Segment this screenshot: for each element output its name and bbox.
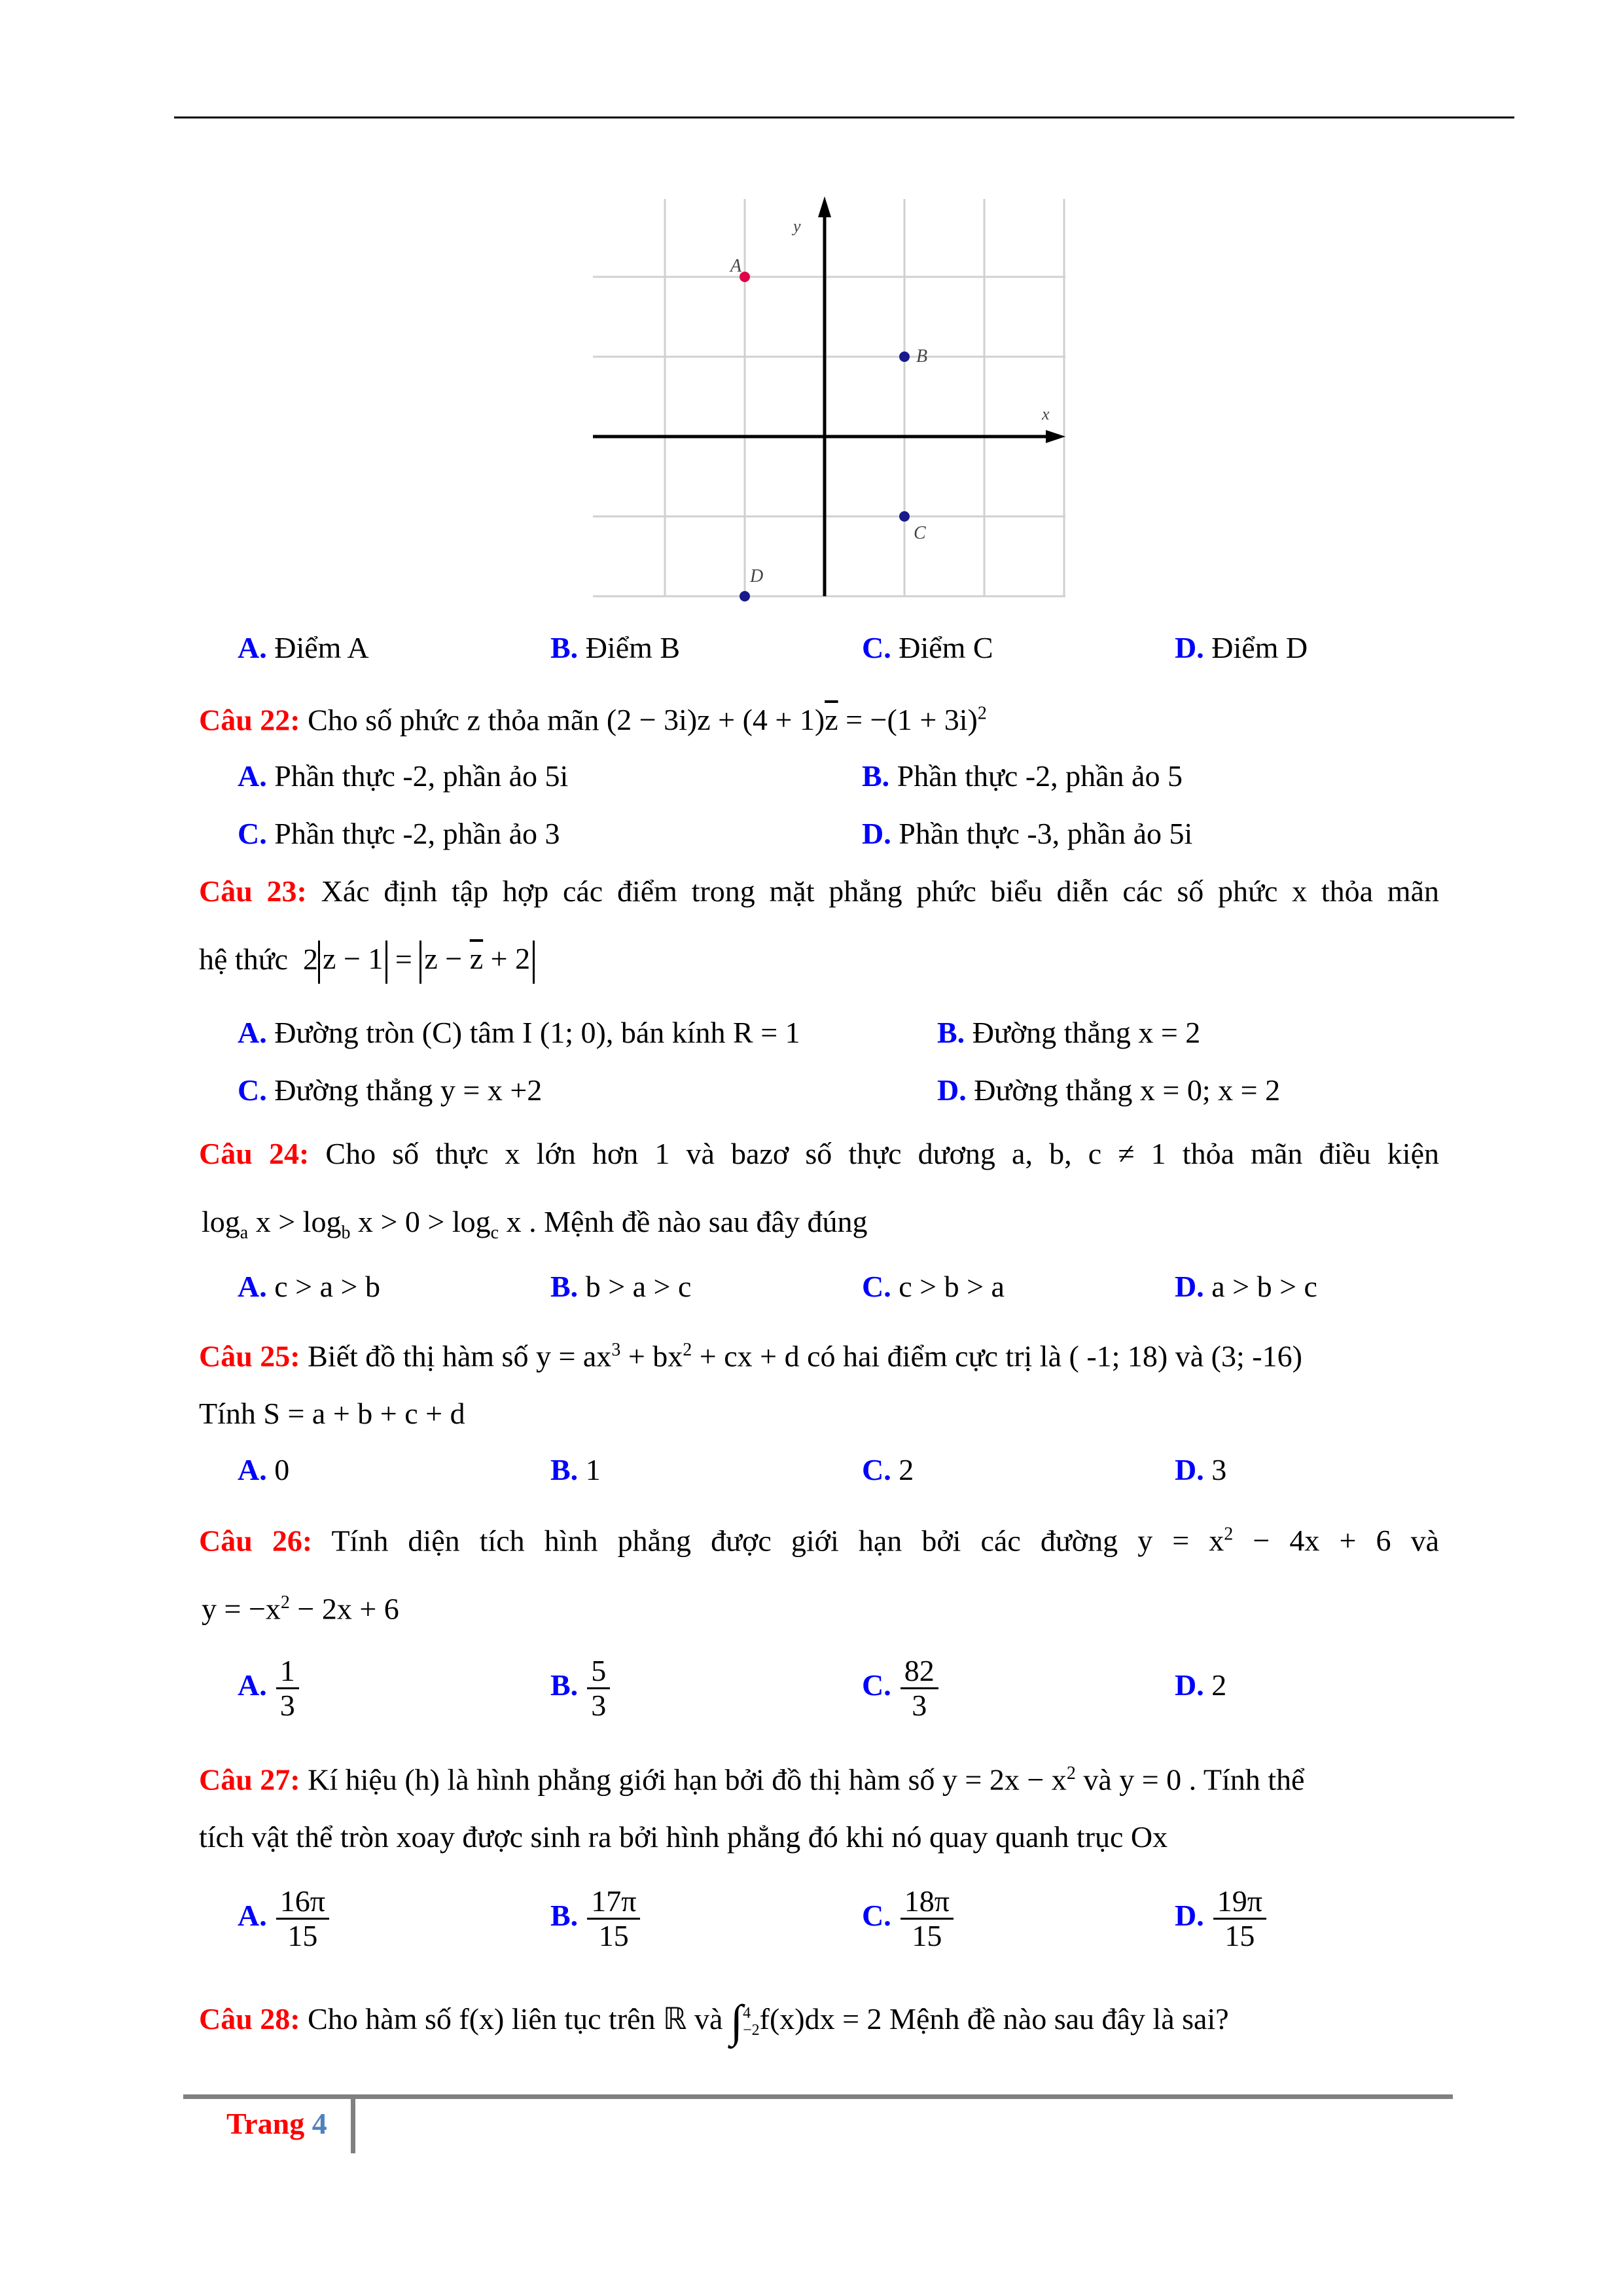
- option-letter: C.: [862, 1453, 891, 1486]
- point-c: [899, 511, 910, 522]
- option-letter: D.: [937, 1073, 967, 1107]
- question-label: Câu 22:: [199, 703, 300, 737]
- q23-option-c[interactable]: [238, 1069, 542, 1111]
- q25-option-c[interactable]: [862, 1449, 914, 1491]
- eq-abs: [419, 941, 535, 984]
- eq-sub: b: [341, 1223, 351, 1244]
- point-label: D: [750, 566, 764, 586]
- eq-exp: 2: [1066, 1763, 1076, 1784]
- option-letter: B.: [862, 759, 890, 793]
- eq-part: x > 0 > log: [350, 1205, 491, 1238]
- question-text: hệ thức: [199, 942, 289, 976]
- eq-part: x > log: [248, 1205, 342, 1238]
- q27-option-d[interactable]: [1175, 1873, 1266, 1958]
- option-letter: B.: [937, 1016, 965, 1049]
- option-text: Đường thẳng y = x +2: [274, 1073, 543, 1107]
- question-label: Câu 28:: [199, 2002, 300, 2036]
- q25-stem-2: [199, 1393, 465, 1435]
- eq-part: 2: [303, 942, 319, 976]
- question-text: Tính S = a + b + c + d: [199, 1397, 465, 1430]
- eq-part: z −: [424, 942, 470, 976]
- fraction: [901, 1885, 954, 1952]
- x-axis-arrow: [1046, 430, 1065, 443]
- q25-stem: [199, 1329, 1302, 1371]
- option-text: Điểm B: [585, 631, 681, 664]
- q23-option-d[interactable]: [937, 1069, 1280, 1111]
- eq-exp: 2: [977, 704, 987, 724]
- q26-option-c[interactable]: [862, 1643, 938, 1728]
- question-text: Cho hàm số f(x) liên tục trên ℝ và: [308, 2002, 723, 2036]
- option-text: Đường thẳng x = 0; x = 2: [974, 1073, 1281, 1107]
- eq-part: log: [202, 1205, 240, 1238]
- eq-part: y = x: [1137, 1524, 1224, 1558]
- question-text: tích vật thể tròn xoay được sinh ra bởi hình phẳng đó khi nó quay quanh trục Ox: [199, 1820, 1168, 1854]
- question-text: Cho số thực x lớn hơn 1 và bazơ số thực dương a, b, c ≠ 1 thỏa mãn điều kiện: [325, 1137, 1440, 1170]
- eq-exp: 2: [683, 1340, 692, 1360]
- question-text: Kí hiệu (h) là hình phẳng giới hạn bởi đồ thị hàm số y = 2x − x: [308, 1763, 1067, 1797]
- q21-option-d[interactable]: [1175, 627, 1308, 669]
- option-letter: D.: [1175, 631, 1204, 664]
- option-text: Điểm A: [274, 631, 369, 664]
- denominator: 15: [1224, 1918, 1255, 1952]
- y-axis-label: y: [793, 217, 801, 236]
- footer-rule: [183, 2094, 1453, 2099]
- q27-option-c[interactable]: [862, 1873, 954, 1958]
- eq-part: z − 1: [323, 942, 383, 976]
- integral-sign: ∫: [730, 1996, 743, 2047]
- question-label: Câu 26:: [199, 1524, 313, 1558]
- question-text: Tính diện tích hình phẳng được giới hạn bởi các đường: [331, 1524, 1118, 1558]
- page-label: Trang: [226, 2107, 305, 2140]
- q21-option-a[interactable]: [238, 627, 369, 669]
- eq-part: − 2x + 6: [289, 1592, 399, 1626]
- lower-limit: −2: [743, 2022, 760, 2039]
- denominator: 3: [279, 1688, 295, 1722]
- denominator: 15: [287, 1918, 318, 1952]
- option-text: 0: [274, 1453, 290, 1486]
- eq-exp: 2: [280, 1592, 290, 1613]
- question-label: Câu 25:: [199, 1339, 300, 1373]
- q24-stem-2: [202, 1201, 867, 1243]
- q23-option-a[interactable]: [238, 1012, 800, 1054]
- option-letter: A.: [238, 631, 267, 664]
- point-label: C: [914, 523, 926, 543]
- question-label: Câu 27:: [199, 1763, 300, 1797]
- option-letter: B.: [550, 1668, 579, 1702]
- question-text: và: [1410, 1524, 1440, 1558]
- q23-stem: [199, 870, 1439, 912]
- fraction: [587, 1885, 640, 1952]
- option-text: 2: [899, 1453, 914, 1486]
- numerator: 1: [276, 1655, 299, 1689]
- q21-option-c[interactable]: [862, 627, 993, 669]
- option-text: Đường thẳng x = 2: [972, 1016, 1201, 1049]
- denominator: 3: [912, 1688, 927, 1722]
- q24-option-d[interactable]: [1175, 1266, 1317, 1308]
- x-axis-label: x: [1042, 404, 1050, 423]
- q25-option-b[interactable]: [550, 1449, 601, 1491]
- option-text: Điểm D: [1211, 631, 1308, 664]
- question-text: Mệnh đề nào sau đây là sai?: [882, 2002, 1229, 2036]
- q25-option-d[interactable]: [1175, 1449, 1226, 1491]
- q21-option-b[interactable]: [550, 627, 680, 669]
- option-letter: A.: [238, 1899, 267, 1932]
- eq-part: f(x)dx = 2: [759, 2002, 882, 2036]
- y-axis-arrow: [818, 196, 831, 217]
- q27-stem: [199, 1753, 1304, 1795]
- option-letter: C.: [862, 1899, 891, 1932]
- option-text: Phần thực -2, phần ảo 5: [897, 759, 1183, 793]
- denominator: 3: [591, 1688, 607, 1722]
- option-letter: A.: [238, 1668, 267, 1702]
- eq-conj: $\overline{z}$: [469, 942, 484, 976]
- option-letter: D.: [1175, 1899, 1204, 1932]
- q24-option-a[interactable]: [238, 1266, 380, 1308]
- q23-stem-2: [199, 939, 535, 980]
- eq-part: =: [387, 942, 420, 976]
- q22-option-a[interactable]: [238, 755, 568, 797]
- complex-plane-graph: [589, 193, 1073, 612]
- question-text: Biết đồ thị hàm số y = ax: [308, 1339, 612, 1373]
- eq-part: x . Mệnh đề nào sau đây đúng: [499, 1205, 868, 1238]
- option-letter: B.: [550, 1270, 579, 1303]
- eq-part: + bx: [620, 1339, 683, 1373]
- fraction: [276, 1655, 299, 1722]
- option-letter: C.: [238, 817, 267, 850]
- option-text: Điểm C: [899, 631, 993, 664]
- option-text: Phần thực -3, phần ảo 5i: [899, 817, 1193, 850]
- q26-option-b[interactable]: [550, 1643, 610, 1728]
- fraction: [276, 1885, 329, 1952]
- eq-part: = −(1 + 3i): [838, 703, 978, 737]
- eq-abs: [318, 941, 387, 984]
- option-letter: B.: [550, 1453, 579, 1486]
- option-letter: A.: [238, 1270, 267, 1303]
- q22-option-d[interactable]: [862, 813, 1192, 855]
- header-rule: [174, 117, 1514, 118]
- option-letter: A.: [238, 1016, 267, 1049]
- option-text: c > a > b: [274, 1270, 380, 1303]
- option-letter: D.: [1175, 1453, 1204, 1486]
- question-text: + cx + d có hai điểm cực trị là ( -1; 18) và (3; -16): [692, 1339, 1302, 1373]
- option-letter: A.: [238, 1453, 267, 1486]
- fraction: [587, 1655, 610, 1722]
- option-letter: B.: [550, 631, 579, 664]
- option-letter: A.: [238, 759, 267, 793]
- point-label: A: [730, 256, 742, 276]
- denominator: 15: [912, 1918, 942, 1952]
- option-text: Phần thực -2, phần ảo 3: [274, 817, 560, 850]
- option-text: c > b > a: [899, 1270, 1005, 1303]
- fraction: [901, 1655, 938, 1722]
- fraction: [1213, 1885, 1266, 1952]
- option-letter: D.: [862, 817, 891, 850]
- option-letter: D.: [1175, 1270, 1204, 1303]
- equation: [1137, 1524, 1391, 1557]
- option-text: b > a > c: [585, 1270, 692, 1303]
- q26-option-a[interactable]: [238, 1643, 299, 1728]
- option-text: 2: [1211, 1668, 1227, 1702]
- q28-stem: [199, 1990, 1229, 2049]
- q24-option-b[interactable]: [550, 1266, 691, 1308]
- q27-option-b[interactable]: [550, 1873, 640, 1958]
- eq-sub: c: [490, 1223, 499, 1244]
- q26-stem: [199, 1514, 1439, 1556]
- q26-option-d[interactable]: [1175, 1643, 1226, 1728]
- option-letter: D.: [1175, 1668, 1204, 1702]
- question-text: Xác định tập hợp các điểm trong mặt phẳng phức biểu diễn các số phức x thỏa mãn: [321, 874, 1440, 908]
- question-label: Câu 23:: [199, 874, 307, 908]
- eq-sub: a: [240, 1223, 249, 1244]
- page-number: [226, 2104, 327, 2144]
- eq-conj: $\overline{z}$: [825, 703, 838, 737]
- option-letter: C.: [862, 1270, 891, 1303]
- numerator: 16π: [276, 1885, 329, 1920]
- option-letter: C.: [862, 1668, 891, 1702]
- option-text: Phần thực -2, phần ảo 5i: [274, 759, 569, 793]
- question-text: Cho số phức z thỏa mãn: [308, 703, 599, 737]
- q22-stem: [199, 693, 987, 735]
- q25-option-a[interactable]: [238, 1449, 289, 1491]
- q27-option-a[interactable]: [238, 1873, 329, 1958]
- page-value: 4: [312, 2107, 327, 2140]
- eq-exp: 3: [611, 1340, 621, 1360]
- eq-part: y = −x: [202, 1592, 281, 1626]
- numerator: 19π: [1213, 1885, 1266, 1920]
- q22-option-c[interactable]: [238, 813, 560, 855]
- integral-limits: [743, 2005, 760, 2039]
- upper-limit: 4: [743, 2005, 751, 2022]
- eq-exp: 2: [1224, 1524, 1234, 1545]
- option-text: 3: [1211, 1453, 1227, 1486]
- q26-stem-2: [202, 1582, 399, 1624]
- q24-option-c[interactable]: [862, 1266, 1005, 1308]
- eq-part: (2 − 3i)z + (4 + 1): [606, 703, 825, 737]
- footer-divider: [351, 2094, 355, 2153]
- numerator: 17π: [587, 1885, 640, 1920]
- option-text: Đường tròn (C) tâm I (1; 0), bán kính R = 1: [274, 1016, 800, 1049]
- question-label: Câu 24:: [199, 1137, 310, 1170]
- option-text: 1: [585, 1453, 601, 1486]
- question-text: và y = 0 . Tính thể: [1075, 1763, 1305, 1797]
- numerator: 82: [901, 1655, 938, 1689]
- q24-stem: [199, 1133, 1439, 1175]
- option-letter: C.: [238, 1073, 267, 1107]
- point-b: [899, 351, 910, 362]
- numerator: 5: [587, 1655, 610, 1689]
- equation: [607, 703, 987, 736]
- option-text: a > b > c: [1211, 1270, 1317, 1303]
- option-letter: C.: [862, 631, 891, 664]
- denominator: 15: [598, 1918, 629, 1952]
- numerator: 18π: [901, 1885, 954, 1920]
- eq-part: + 2: [483, 942, 531, 976]
- q27-stem-2: [199, 1816, 1168, 1858]
- point-d: [740, 591, 750, 601]
- point-label: B: [916, 346, 928, 367]
- q22-option-b[interactable]: [862, 755, 1183, 797]
- q23-option-b[interactable]: [937, 1012, 1200, 1054]
- option-letter: B.: [550, 1899, 579, 1932]
- eq-part: − 4x + 6: [1233, 1524, 1391, 1558]
